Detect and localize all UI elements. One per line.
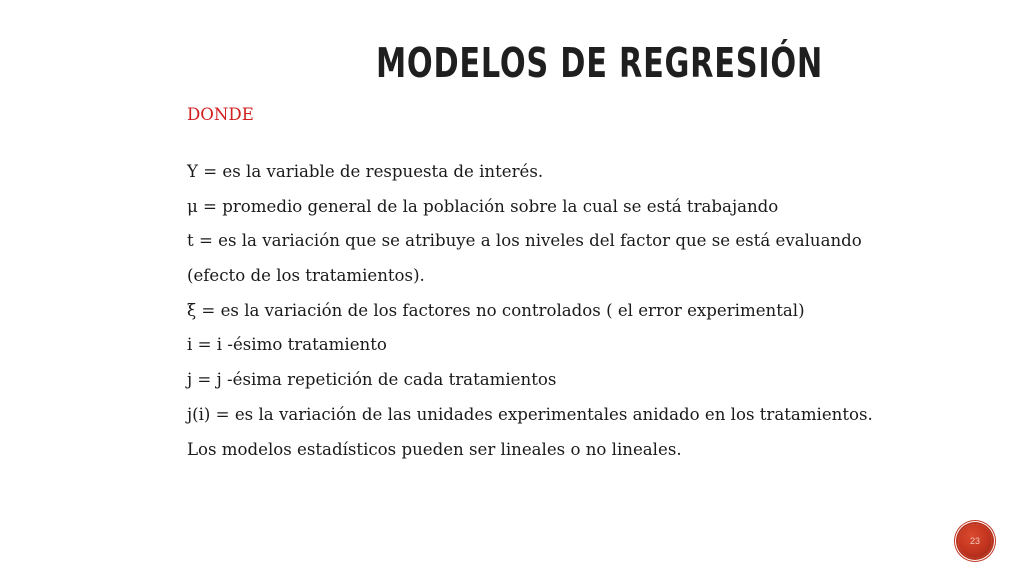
definition-line-mu: μ = promedio general de la población sobre la cual se está trabajando: [187, 196, 779, 216]
definition-line-i: i = i -ésimo tratamiento: [187, 335, 387, 355]
slide-body: [187, 101, 987, 467]
definition-line-j: j = j -ésima repetición de cada tratamientos: [187, 370, 557, 390]
spacer: [187, 129, 987, 155]
page-number-badge: [958, 524, 992, 558]
slide-title: MODELOS DE REGRESIÓN: [376, 39, 824, 87]
section-label: DONDE: [187, 105, 254, 124]
closing-line: Los modelos estadísticos pueden ser lineales o no lineales.: [187, 439, 682, 459]
definition-line-t-continued: (efecto de los tratamientos).: [187, 266, 425, 286]
definition-line-xi: ξ = es la variación de los factores no controlados ( el error experimental): [187, 300, 805, 320]
definition-line-t: t = es la variación que se atribuye a los niveles del factor que se está evaluando: [187, 231, 862, 251]
definition-line-ji: j(i) = es la variación de las unidades experimentales anidado en los tratamientos.: [187, 404, 873, 424]
page-number: 23: [969, 536, 980, 546]
definition-line-y: Y = es la variable de respuesta de interés.: [187, 162, 544, 181]
